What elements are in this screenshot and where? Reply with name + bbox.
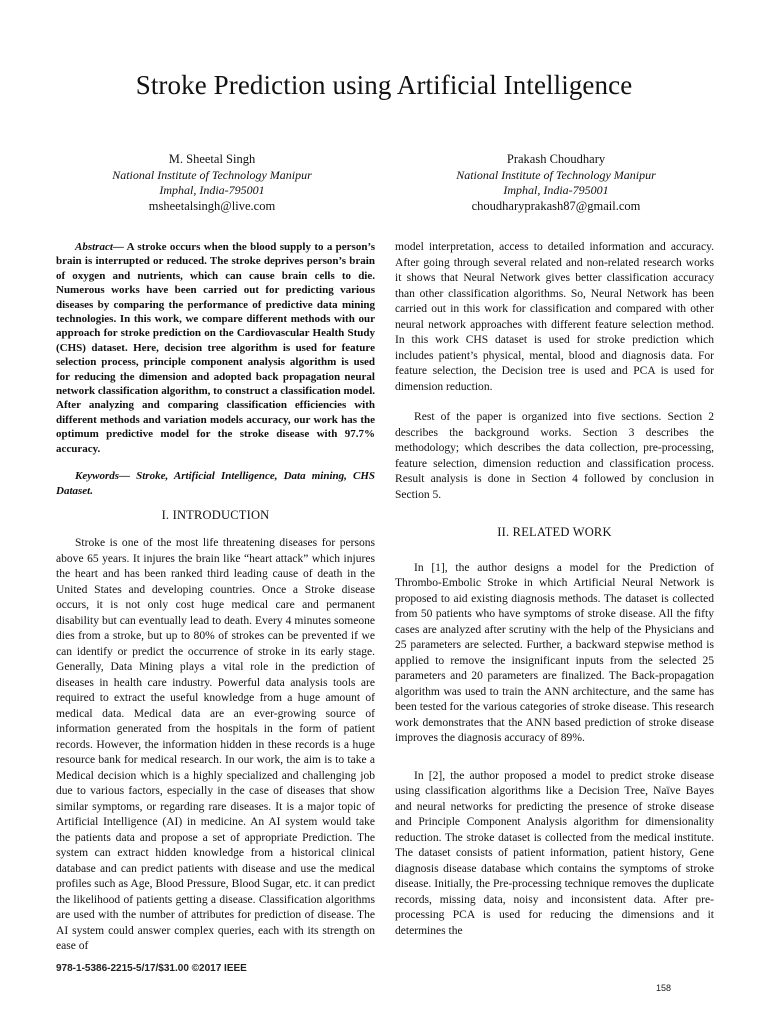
- left-column: [56, 240, 375, 955]
- keywords-text: Stroke, Artificial Intelligence, Data mining, CHS Dataset.: [56, 470, 375, 497]
- related-work-paragraph-1: In [1], the author designs a model for the Prediction of Thrombo-Embolic Stroke in which Artificial Neural Network is proposed to aid existing diagnosis methods. The dataset is collected from 50 patients who have symptoms of stroke disease. All the fifty cases are analyzed after scrutiny with the help of the Physicians and 25 parameters are selected. Further, a backward stepwise method is applied to remove the insignificant inputs from the selected 25 parameters and 20 parameters are finalized. The Back-propagation algorithm was used to train the ANN architecture, and the same has been tested for the various categories of stroke disease. This research work demonstrates that the ANN based prediction of stroke disease improves the diagnosis accuracy of 89%.: [395, 561, 714, 744]
- copyright-notice: 978-1-5386-2215-5/17/$31.00 ©2017 IEEE: [56, 963, 247, 974]
- abstract-label: Abstract—: [75, 241, 124, 253]
- author-block-1: [52, 152, 372, 214]
- author-email: choudharyprakash87@gmail.com: [471, 198, 641, 213]
- section-heading-introduction: I. INTRODUCTION: [161, 507, 270, 522]
- keywords-label: Keywords—: [75, 470, 130, 483]
- author-location: Imphal, India-795001: [159, 183, 265, 197]
- page-number: 158: [656, 983, 672, 993]
- intro-paragraph: Stroke is one of the most life threatening diseases for persons above 65 years. It injures the brain like “heart attack” which injures the heart and has been ranked third leading cause of death in the United States and developing countries. Once a Stroke disease occurs, it is not only cost huge medical care and permanent disability but can eventually lead to death. Every 4 minutes someone dies from a stroke, but up to 80% of strokes can be prevented if we can identify or predict the occurrence of stroke in its early stage. Generally, Data Mining plays a vital role in the prediction of diseases in health care industry. Powerful data analysis tools are required to extract the useful knowledge from a huge amount of medical data. Medical data are an ever-growing source of information generated from the hospitals in the form of patient records. However, the information hidden in these records is a huge resource bank for medical research. In our work, the aim is to take a Medical decision which is a highly specialized and challenging job due to various factors, especially in the case of diseases that show similar symptoms, or regarding rare diseases. It is a major topic of Artificial Intelligence (AI) in medicine. An AI system would take the patients data and propose a set of appropriate Prediction. The system can extract hidden knowledge from a historical clinical database and can predict patients with disease and use the medical profiles such as Age, Blood Pressure, Blood Sugar, etc. it can predict the likelihood of patients getting a disease. Classification algorithms are used with the number of attributes for prediction of disease. The AI system could answer complex queries, each with its strength on ease of: [56, 537, 375, 953]
- intro-continuation-paragraph: model interpretation, access to detailed information and accuracy. After going through several related and non-related research works it shows that Neural Network gives better classification accuracy than other classification algorithms. So, Neural Network has been carried out in this work for classification and compared with other neural network approaches with different feature selection method. In this work CHS dataset is used for stroke prediction which includes patient’s physical, mental, blood and diagnosis data. For feature selection, the Decision tree is used and PCA is used for dimension reduction.: [395, 241, 714, 393]
- right-column: [395, 240, 714, 939]
- related-work-paragraph-2: In [2], the author proposed a model to predict stroke disease using classification algorithms like a Decision Tree, Naïve Bayes and neural networks for predicting the presence of stroke disease and Principle Component Analysis algorithm for dimensionality reduction. The stroke dataset is collected from the medical institute. The dataset consists of patient information, patient history, Gene diagnosis disease database which contains the symptoms of stroke disease. Initially, the Pre-processing technique removes the duplicate records, missing data, noisy and inconsistent data. After pre-processing PCA is used for reducing the dimensions and it determines the: [395, 769, 714, 937]
- section-heading-related-work: II. RELATED WORK: [497, 525, 612, 539]
- abstract-paragraph: [56, 240, 375, 456]
- author-name: Prakash Choudhary: [506, 152, 606, 166]
- author-location: Imphal, India-795001: [503, 183, 609, 197]
- keywords-paragraph: [56, 469, 375, 498]
- abstract-text: A stroke occurs when the blood supply to a person’s brain is interrupted or reduced. The stroke deprives person’s brain of oxygen and nutrients, which can cause brain cells to die. Numerous works have been carried out for predicting various diseases by comparing the performance of predictive data mining technologies. In this work, we compare different methods with our approach for stroke prediction on the Cardiovascular Health Study (CHS) dataset. Here, decision tree algorithm is used for feature selection process, principle component analysis algorithm is used for reducing the dimension and adopted back propagation neural network classification algorithm, to construct a classification model. After analyzing and comparing classification efficiencies with different methods and variation models accuracy, our work has the optimum predictive model for the stroke disease with 97.7% accuracy.: [56, 241, 375, 455]
- author-block-2: [396, 152, 716, 214]
- author-name: M. Sheetal Singh: [168, 152, 256, 166]
- organization-paragraph: Rest of the paper is organized into five sections. Section 2 describes the background works. Section 3 describes the methodology; which describes the data collection, pre-processing, feature selection, dimension reduction and classification process. Result analysis is done in Section 4 followed by conclusion in Section 5.: [395, 411, 714, 501]
- author-email: msheetalsingh@live.com: [148, 198, 276, 213]
- paper-title: Stroke Prediction using Artificial Intelligence: [135, 70, 633, 100]
- author-affiliation: National Institute of Technology Manipur: [112, 167, 312, 182]
- author-affiliation: National Institute of Technology Manipur: [456, 167, 656, 182]
